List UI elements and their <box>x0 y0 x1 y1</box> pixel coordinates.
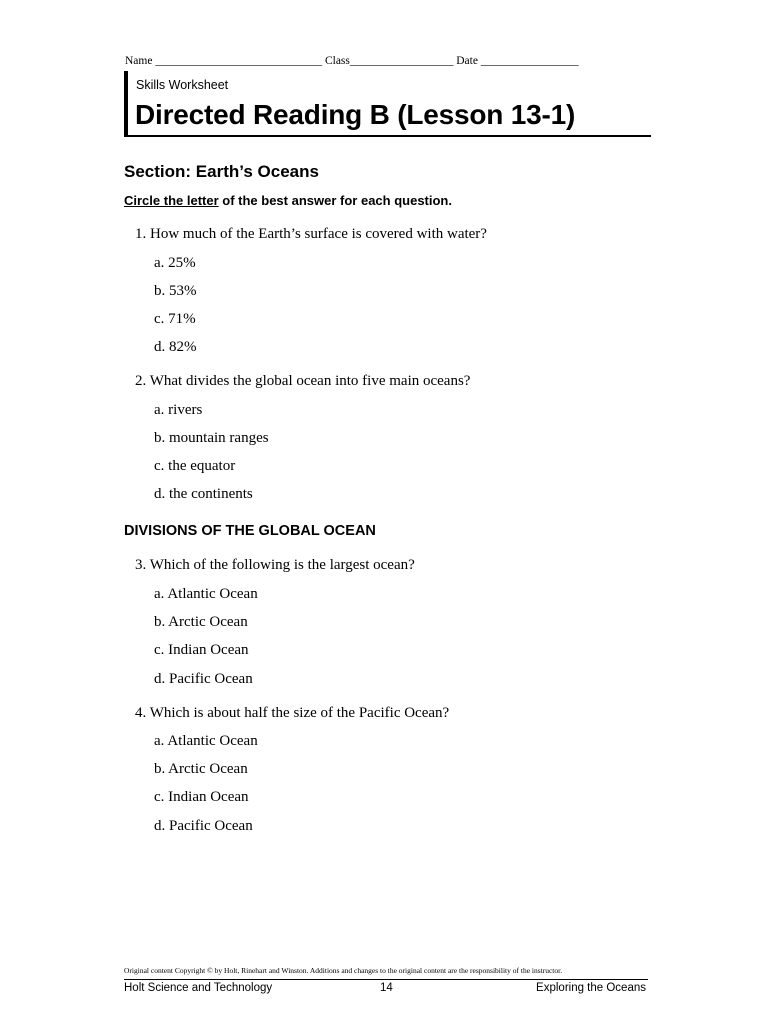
page-number: 14 <box>380 982 393 994</box>
question-1-option-d: d. 82% <box>154 339 197 355</box>
question-1: 1. How much of the Earth’s surface is covered with water? <box>135 226 487 242</box>
question-2-option-b: b. mountain ranges <box>154 430 269 446</box>
title-block <box>124 71 651 137</box>
instructions-rest: of the best answer for each question. <box>218 193 452 208</box>
footer-chapter: Exploring the Oceans <box>536 982 646 994</box>
question-2-option-d: d. the continents <box>154 486 253 502</box>
question-4-option-a: a. Atlantic Ocean <box>154 733 258 749</box>
footer-publisher: Holt Science and Technology <box>124 982 273 994</box>
instructions-underlined: Circle the letter <box>124 193 219 208</box>
question-3-option-c: c. Indian Ocean <box>154 642 249 658</box>
question-2-option-a: a. rivers <box>154 402 203 418</box>
instructions <box>124 193 452 208</box>
question-3-option-a: a. Atlantic Ocean <box>154 586 258 602</box>
question-3-option-b: b. Arctic Ocean <box>154 614 248 630</box>
question-4-option-d: d. Pacific Ocean <box>154 818 253 834</box>
question-4-option-b: b. Arctic Ocean <box>154 761 248 777</box>
name-class-date-line: Name _____________________________ Class__________________ Date _________________ <box>125 55 579 67</box>
subheading: DIVISIONS OF THE GLOBAL OCEAN <box>124 523 376 539</box>
question-3: 3. Which of the following is the largest ocean? <box>135 557 415 573</box>
question-4: 4. Which is about half the size of the Pacific Ocean? <box>135 705 450 721</box>
question-3-option-d: d. Pacific Ocean <box>154 671 253 687</box>
question-2-option-c: c. the equator <box>154 458 236 474</box>
question-4-option-c: c. Indian Ocean <box>154 789 249 805</box>
footer-divider <box>124 979 648 980</box>
question-2: 2. What divides the global ocean into five main oceans? <box>135 373 471 389</box>
question-1-option-c: c. 71% <box>154 311 196 327</box>
section-title: Section: Earth’s Oceans <box>124 162 319 181</box>
page-title: Directed Reading B (Lesson 13-1) <box>135 99 576 130</box>
question-1-option-a: a. 25% <box>154 255 196 271</box>
copyright-notice: Original content Copyright © by Holt, Rinehart and Winston. Additions and changes to the original content are the responsibility of the instructor. <box>124 966 563 975</box>
worksheet-type-label: Skills Worksheet <box>136 78 229 92</box>
question-1-option-b: b. 53% <box>154 283 197 299</box>
